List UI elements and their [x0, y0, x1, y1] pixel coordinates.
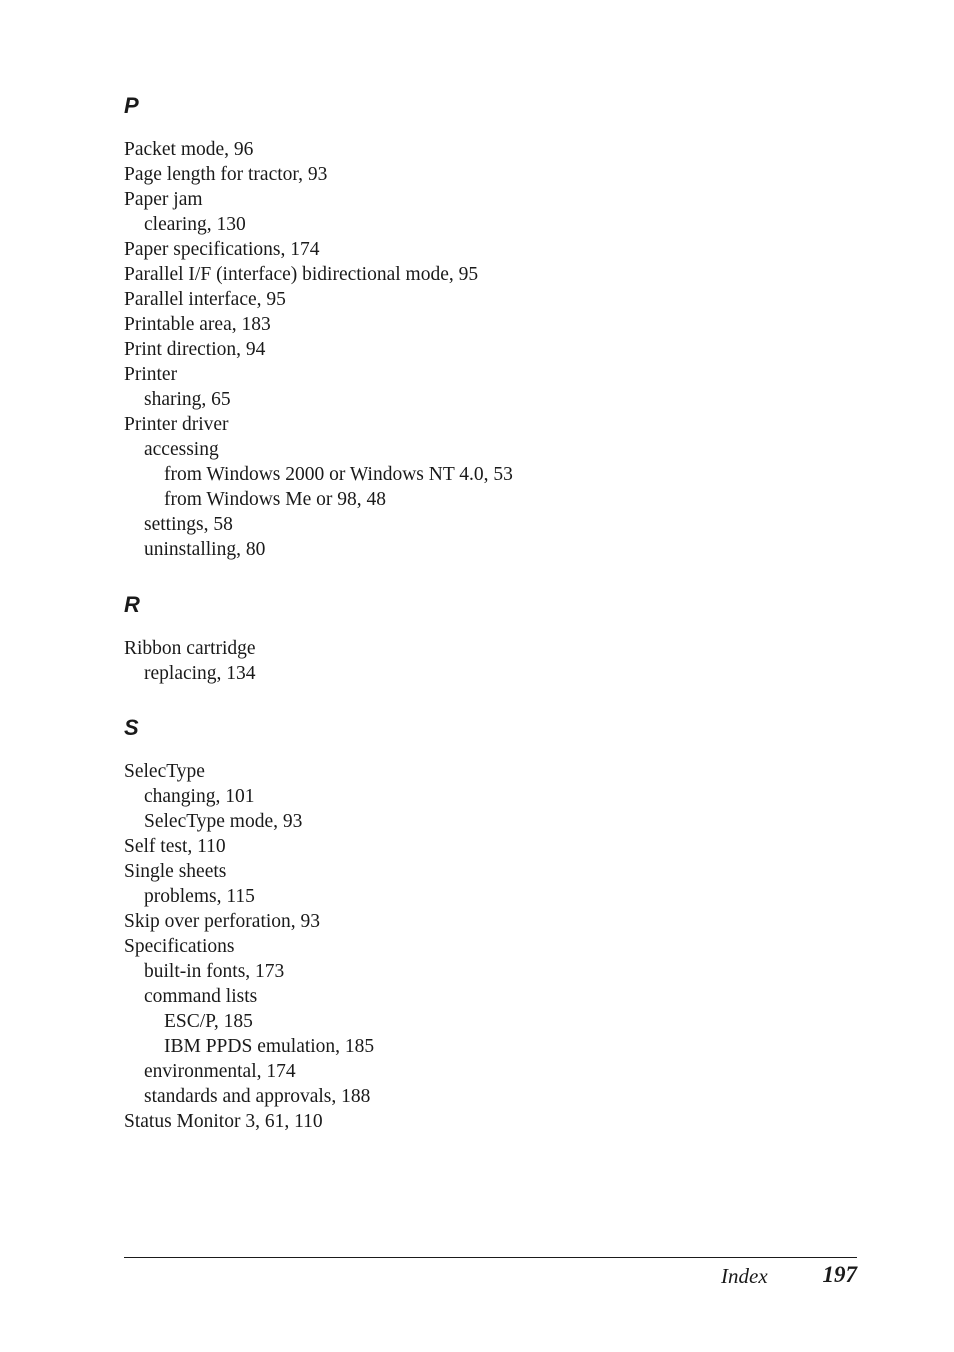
footer-section-label: Index	[721, 1264, 768, 1288]
index-subentry: built-in fonts, 173	[144, 961, 285, 982]
entry-list	[124, 137, 513, 562]
index-entry: Parallel interface, 95	[124, 289, 286, 310]
index-subentry: standards and approvals, 188	[144, 1086, 371, 1107]
index-entry: Self test, 110	[124, 836, 226, 857]
index-subentry: problems, 115	[144, 886, 255, 907]
index-subsubentry: from Windows 2000 or Windows NT 4.0, 53	[164, 464, 513, 485]
page-number: 197	[822, 1262, 857, 1287]
index-entry: Ribbon cartridge	[124, 638, 256, 659]
index-entry: Specifications	[124, 936, 235, 957]
index-subsubentry: IBM PPDS emulation, 185	[164, 1036, 375, 1057]
index-subsubentry: from Windows Me or 98, 48	[164, 489, 387, 510]
index-subentry: changing, 101	[144, 786, 255, 807]
index-subentry: sharing, 65	[144, 389, 231, 410]
index-subsubentry: ESC/P, 185	[164, 1011, 253, 1032]
section-letter: S	[124, 715, 139, 740]
index-entry: Skip over perforation, 93	[124, 911, 321, 932]
index-entry: Paper specifications, 174	[124, 239, 320, 260]
index-entry: Paper jam	[124, 189, 203, 210]
index-entry: Page length for tractor, 93	[124, 164, 328, 185]
index-entry: Print direction, 94	[124, 339, 266, 360]
index-subentry: accessing	[144, 439, 219, 460]
section-letter: P	[124, 93, 139, 118]
index-subentry: environmental, 174	[144, 1061, 296, 1082]
index-subentry: SelecType mode, 93	[144, 811, 303, 832]
index-entry: Printer driver	[124, 414, 229, 435]
index-entry: Packet mode, 96	[124, 139, 254, 160]
index-section-s	[124, 715, 374, 1134]
entry-list	[124, 636, 256, 686]
index-entry: SelecType	[124, 761, 205, 782]
index-subentry: clearing, 130	[144, 214, 246, 235]
index-subentry: uninstalling, 80	[144, 539, 266, 560]
index-section-r	[124, 592, 256, 686]
entry-list	[124, 759, 374, 1134]
index-section-p	[124, 93, 513, 562]
index-entry: Parallel I/F (interface) bidirectional mode, 95	[124, 264, 479, 285]
footer-rule	[124, 1257, 857, 1258]
index-subentry: settings, 58	[144, 514, 233, 535]
index-subentry: command lists	[144, 986, 258, 1007]
index-entry: Status Monitor 3, 61, 110	[124, 1111, 323, 1132]
index-entry: Printer	[124, 364, 178, 385]
index-entry: Single sheets	[124, 861, 227, 882]
section-letter: R	[124, 592, 140, 617]
index-entry: Printable area, 183	[124, 314, 271, 335]
index-subentry: replacing, 134	[144, 663, 256, 684]
